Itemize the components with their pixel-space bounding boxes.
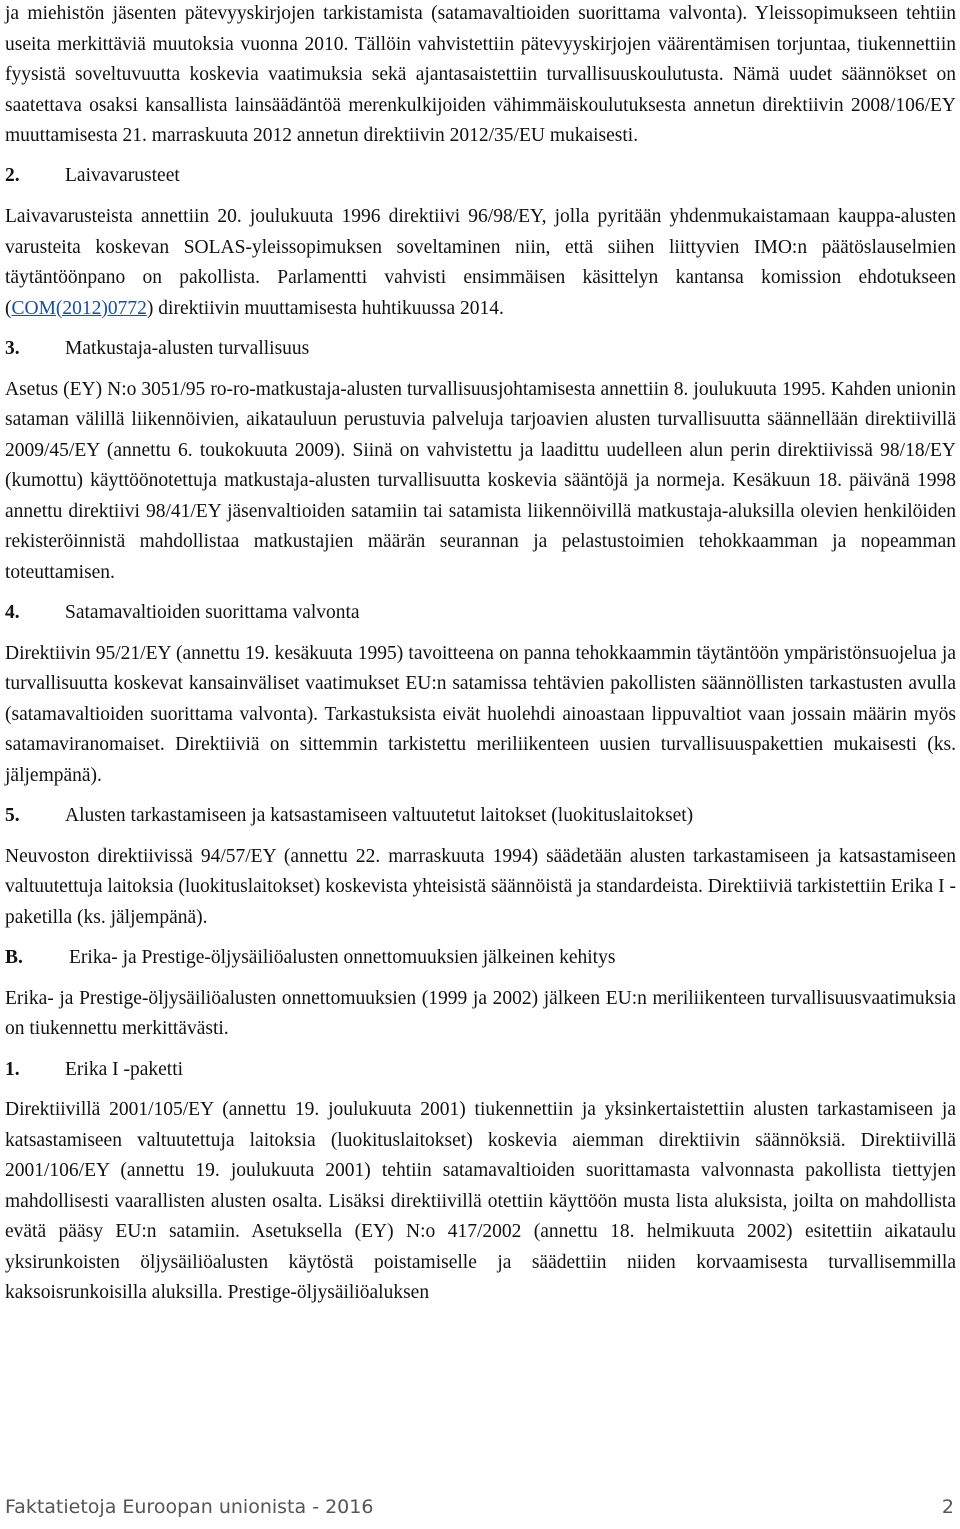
document-page — [5, 0, 956, 1309]
paragraph-erika-i-package — [5, 1095, 956, 1309]
paragraph-text: ja miehistön jäsenten pätevyyskirjojen tarkistamista (satamavaltioiden suorittama valvonta). Yleissopimukseen tehtiin useita merkittäviä muutoksia vuonna 2010. Tällöin vahvistettiin pätevyyskirjojen väärentämisen torjuntaa, tiukennettiin fyysistä soveltuvuutta koskevia vaatimuksia sekä ajantasaistettiin turvallisuuskoulutusta. Nämä uudet säännökset on saatettava osaksi kansallista lainsäädäntöä merenkulkijoiden vähimmäiskoulutuksesta annetun direktiivin 2008/106/EY muuttamisesta 21. marraskuuta 2012 annetun direktiivin 2012/35/EU mukaisesti. — [5, 3, 956, 146]
paragraph-text: ) direktiivin muuttamisesta huhtikuussa 2014. — [146, 297, 504, 319]
paragraph-text: Direktiivillä 2001/105/EY (annettu 19. joulukuuta 2001) tiukennettiin ja yksinkertaistettiin alusten tarkastamiseen ja katsastamiseen valtuutettuja laitoksia (luokituslaitokset) koskevia aiemman direktiivin säännöksiä. Direktiivillä 2001/106/EY (annettu 19. joulukuuta 2001) tehtiin satamavaltioiden suorittamasta valvonnasta pakollista tiettyjen mahdollisesti vaarallisten alusten osalta. Lisäksi direktiivillä otettiin käyttöön musta lista aluksista, joilta on mahdollista evätä pääsy EU:n satamiin. Asetuksella (EY) N:o 417/2002 (annettu 18. helmikuuta 2002) esitettiin aikataulu yksirunkoisten öljysäiliöalusten käytöstä poistamiselle ja säädettiin niiden korvaamisesta turvallisemmilla kaksoisrunkoisilla aluksilla. Prestige-öljysäiliöaluksen — [5, 1099, 956, 1303]
paragraph-text: Erika- ja Prestige-öljysäiliöalusten onnettomuuksien (1999 ja 2002) jälkeen EU:n meriliikenteen turvallisuusvaatimuksia on tiukennettu merkittävästi. — [5, 987, 956, 1039]
section-heading-3 — [5, 334, 956, 365]
section-number: 2. — [5, 164, 20, 186]
paragraph-erika-prestige — [5, 984, 956, 1045]
section-number: 3. — [5, 338, 20, 359]
section-heading-B1 — [5, 1055, 956, 1086]
section-title: Laivavarusteet — [65, 164, 180, 186]
paragraph-text: Direktiivin 95/21/EY (annettu 19. kesäkuuta 1995) tavoitteena on panna tehokkaammin täytäntöön ympäristönsuojelua ja turvallisuutta koskevat kansainväliset vaatimukset EU:n satamissa tehtävien pakollisten säännöllisten tarkastusten avulla (satamavaltioiden suorittama valvonta). Tarkastuksista eivät huolehdi ainoastaan lippuvaltiot vaan jossain määrin myös satamaviranomaiset. Direktiiviä on sittemmin tarkistettu meriliikenteen uusien turvallisuuspakettien mukaisesti (ks. jäljempänä). — [5, 642, 956, 786]
com-2012-0772-link[interactable]: COM(2012)0772 — [11, 297, 147, 319]
section-title: Matkustaja-alusten turvallisuus — [65, 338, 310, 359]
section-title: Satamavaltioiden suorittama valvonta — [65, 602, 360, 623]
section-number: 5. — [5, 805, 20, 826]
paragraph-text: Asetus (EY) N:o 3051/95 ro-ro-matkustaja-alusten turvallisuusjohtamisesta annettiin 8. joulukuuta 1995. Kahden unionin sataman välillä liikennöivien, aikatauluun perustuvia palveluja tarjoavien alusten turvallisuutta säännellään direktiivillä 2009/45/EY (annettu 6. toukokuuta 2009). Siinä on vahvistettu ja laadittu uudelleen alun perin direktiivissä 98/18/EY (kumottu) käyttöönotettuja matkustaja-alusten turvallisuutta koskevia sääntöjä ja normeja. Kesäkuun 18. päivänä 1998 annettu direktiivi 98/41/EY jäsenvaltioiden satamiin tai satamista liikennöivillä matkustaja-aluksilla olevien henkilöiden rekisteröinnistä mahdollistaa matkustajien määrän seurannan ja pelastustoimien tehokkaamman ja nopeamman toteuttamisen. — [5, 378, 956, 583]
section-title: Alusten tarkastamiseen ja katsastamiseen valtuutetut laitokset (luokituslaitokset) — [65, 805, 694, 826]
section-heading-5 — [5, 801, 956, 832]
paragraph-classification-societies — [5, 842, 956, 934]
paragraph-text: Laivavarusteista annettiin 20. joulukuuta 1996 direktiivi 96/98/EY, jolla pyritään yhdenmukaistamaan kauppa-alusten varusteita koskevan SOLAS-yleissopimuksen soveltaminen niin, että siihen liittyvien IMO:n päätöslauselmien täytäntöönpano on pakollista. Parlamentti vahvisti ensimmäisen käsittelyn kantansa komission ehdotukseen ( — [5, 206, 956, 319]
section-number: B. — [5, 947, 23, 968]
section-title: Erika- ja Prestige-öljysäiliöalusten onnettomuuksien jälkeinen kehitys — [69, 947, 616, 968]
paragraph-port-state-control — [5, 639, 956, 792]
section-heading-2 — [5, 161, 956, 192]
section-number: 1. — [5, 1058, 20, 1080]
page-footer — [5, 1496, 954, 1518]
paragraph-crew-certificates — [5, 0, 956, 152]
section-heading-4 — [5, 598, 956, 629]
section-heading-B — [5, 943, 956, 974]
page-number: 2 — [941, 1496, 954, 1518]
section-number: 4. — [5, 602, 20, 623]
paragraph-marine-equipment — [5, 202, 956, 324]
footer-source: Faktatietoja Euroopan unionista - 2016 — [5, 1496, 374, 1518]
section-title: Erika I -paketti — [65, 1058, 184, 1080]
paragraph-passenger-ship-safety — [5, 375, 956, 589]
paragraph-text: Neuvoston direktiivissä 94/57/EY (annettu 22. marraskuuta 1994) säädetään alusten tarkastamiseen ja katsastamiseen valtuutettuja laitoksia (luokituslaitokset) koskevista yhteisistä säännöistä ja standardeista. Direktiiviä tarkistettiin Erika I -paketilla (ks. jäljempänä). — [5, 845, 956, 928]
